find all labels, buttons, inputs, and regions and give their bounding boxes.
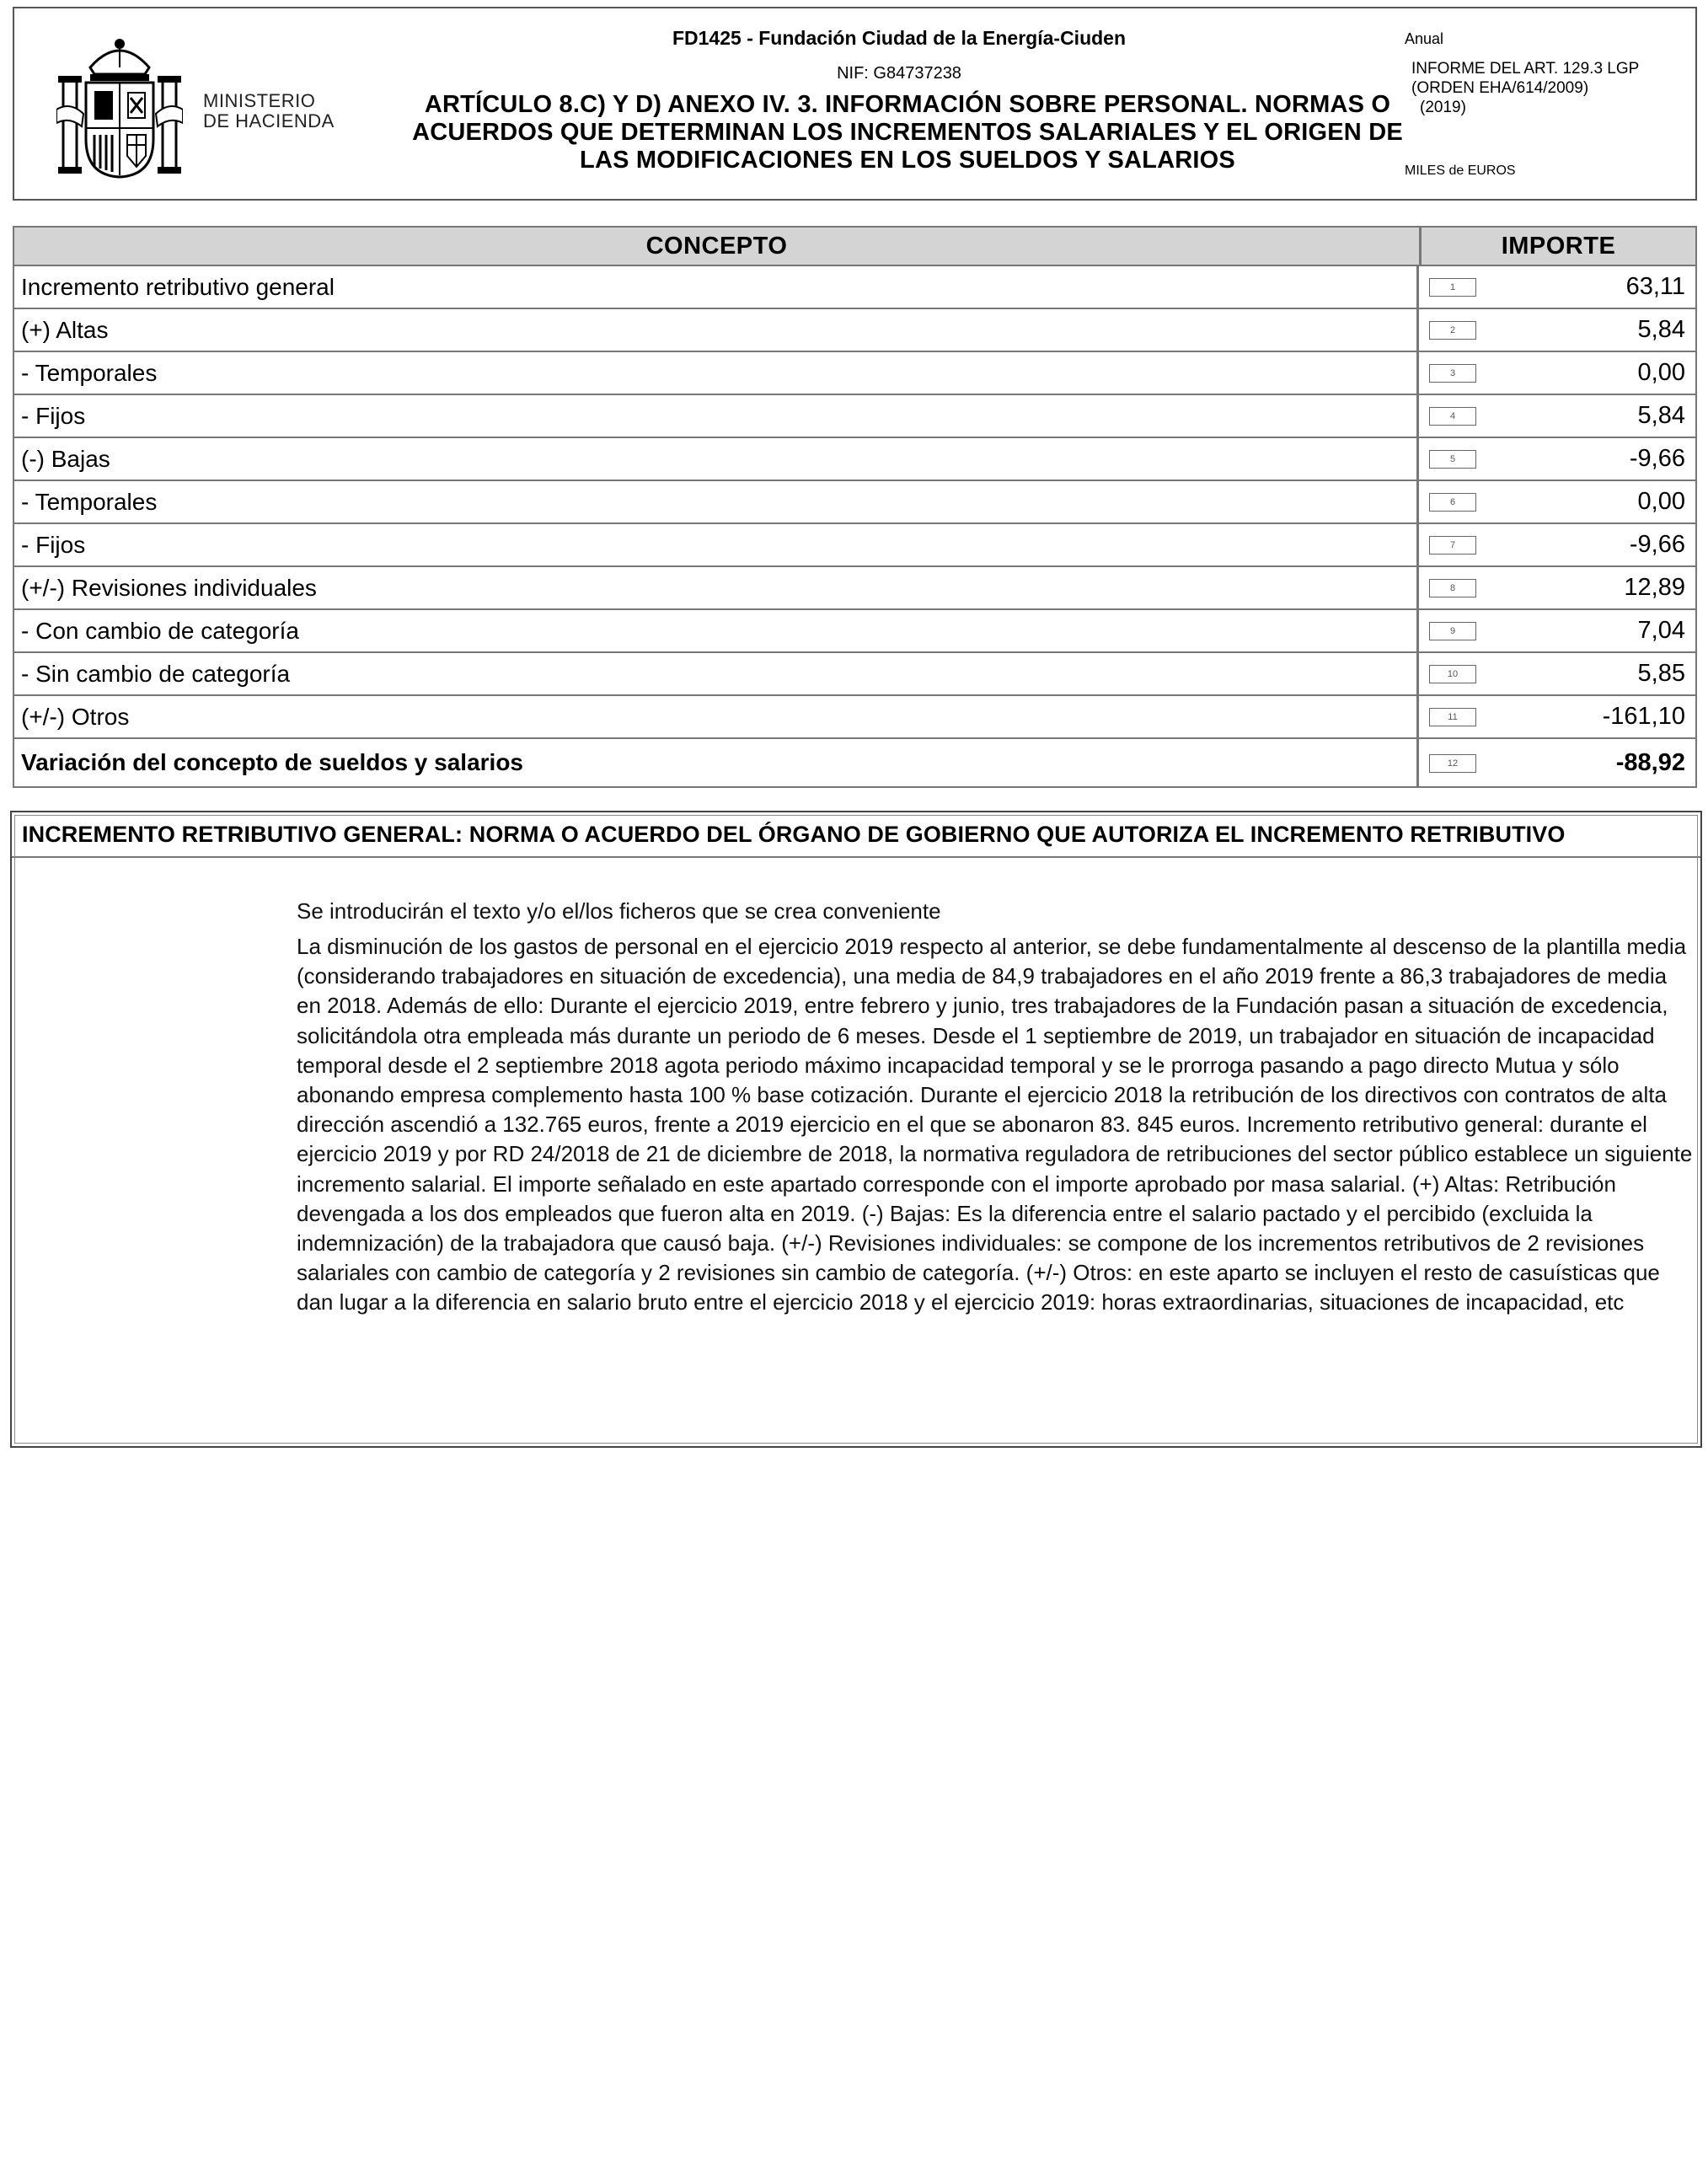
amount-value: 7,04: [1637, 617, 1685, 644]
table-row: [14, 395, 1695, 438]
line-number-box: 10: [1429, 665, 1476, 683]
notes-body: [297, 897, 1697, 1318]
amount-value: 12,89: [1624, 574, 1685, 601]
table-row: [14, 696, 1695, 739]
amount-value: 5,85: [1637, 660, 1685, 687]
notes-text: La disminución de los gastos de personal en el ejercicio 2019 respecto al anterior, se debe fundamentalmente al descenso de la plantilla media (considerando trabajadores en situación de excedencia), una media de 84,9 trabajadores en el año 2019 frente a 86,3 trabajadores de media en 2018. Además de ello: Durante el ejercicio 2019, entre febrero y junio, tres trabajadores de la Fundación pasan a situación de excedencia, solicitándola otra empleada más durante un periodo de 6 meses. Desde el 1 septiembre de 2019, un trabajador en situación de incapacidad temporal desde el 2 septiembre 2018 agota periodo máximo incapacidad temporal y se le prorroga pasando a pago directo Mutua y sólo abonando empresa complemento hasta 100 % base cotización. Durante el ejercicio 2018 la retribución de los directivos con contratos de alta dirección ascendió a 132.765 euros, frente a 2019 ejercicio en el que se abonaron 83. 845 euros. Incremento retributivo general: durante el ejercicio 2019 y por RD 24/2018 de 21 de diciembre de 2018, la normativa reguladora de retribuciones del sector público establece un siguiente incremento salarial. El importe señalado en este apartado corresponde con el importe aprobado por masa salarial. (+) Altas: Retribución devengada a los dos empleados que fueron alta en 2019. (-) Bajas: Es la diferencia entre el salario pactado y el percibido (excluida la indemnización) de la trabajadora que causó baja. (+/-) Revisiones individuales: se compone de los incrementos retributivos de 2 revisiones salariales con cambio de categoría y 2 revisiones sin cambio de categoría. (+/-) Otros: en este aparto se incluyen el resto de casuísticas que dan lugar a la diferencia en salario bruto entre el ejercicio 2018 y el ejercicio 2019: horas extraordinarias, situaciones de incapacidad, etc: [297, 934, 1693, 1315]
legal-reference: [1411, 59, 1698, 117]
amount-value: 5,84: [1637, 316, 1685, 343]
entity-name: FD1425 - Fundación Ciudad de la Energía-Ciuden: [672, 27, 1127, 49]
line-number-box: 1: [1429, 278, 1476, 297]
table-header: [14, 228, 1695, 266]
notes-section: [10, 811, 1702, 1448]
concept-label: (-) Bajas: [14, 438, 1419, 480]
table-row: [14, 567, 1695, 610]
report-header: [13, 7, 1697, 201]
amount-value: -88,92: [1615, 748, 1685, 776]
table-row: [14, 309, 1695, 352]
concept-label: (+/-) Revisiones individuales: [14, 567, 1419, 608]
concept-label: - Temporales: [14, 481, 1419, 522]
concept-label: - Temporales: [14, 352, 1419, 394]
amount-cell: [1419, 567, 1695, 608]
amount-value: 5,84: [1637, 402, 1685, 429]
salary-concepts-table: [13, 226, 1697, 788]
legal-reference-line-2: (ORDEN EHA/614/2009): [1411, 79, 1589, 97]
concept-label: - Sin cambio de categoría: [14, 653, 1419, 694]
line-number-box: 9: [1429, 622, 1476, 640]
amount-value: 0,00: [1637, 488, 1685, 515]
table-total-row: [14, 739, 1695, 786]
concept-label: - Fijos: [14, 524, 1419, 565]
coat-of-arms-logo: [56, 34, 183, 181]
amount-cell: [1419, 610, 1695, 651]
table-row: [14, 266, 1695, 309]
ministry-line-2: DE HACIENDA: [203, 110, 335, 131]
legal-reference-year: (2019): [1420, 99, 1466, 116]
column-header-concept: CONCEPTO: [14, 228, 1422, 265]
line-number-box: 5: [1429, 450, 1476, 469]
line-number-box: 3: [1429, 364, 1476, 383]
line-number-box: 6: [1429, 493, 1476, 512]
amount-cell: [1419, 481, 1695, 522]
notes-heading: INCREMENTO RETRIBUTIVO GENERAL: NORMA O ACUERDO DEL ÓRGANO DE GOBIERNO QUE AUTORIZA EL INCREMENTO RETRIBUTIVO: [12, 812, 1700, 858]
amount-cell: [1419, 696, 1695, 737]
entity-nif: NIF: G84737238: [837, 64, 961, 83]
table-row: [14, 352, 1695, 395]
concept-label: Incremento retributivo general: [14, 266, 1419, 308]
report-title-line-3: LAS MODIFICACIONES EN LOS SUELDOS Y SALARIOS: [580, 147, 1235, 174]
amount-cell: [1419, 352, 1695, 394]
units-label: MILES de EUROS: [1405, 163, 1516, 178]
table-row: [14, 481, 1695, 524]
report-title: [410, 91, 1405, 174]
line-number-box: 8: [1429, 579, 1476, 597]
line-number-box: 11: [1429, 708, 1476, 726]
table-row: [14, 653, 1695, 696]
concept-label: Variación del concepto de sueldos y salarios: [14, 739, 1419, 786]
table-body: [14, 266, 1695, 786]
amount-cell: [1419, 438, 1695, 480]
report-title-line-2: ACUERDOS QUE DETERMINAN LOS INCREMENTOS SALARIALES Y EL ORIGEN DE: [412, 119, 1403, 146]
table-row: [14, 610, 1695, 653]
concept-label: (+) Altas: [14, 309, 1419, 351]
amount-value: 0,00: [1637, 359, 1685, 386]
concept-label: - Fijos: [14, 395, 1419, 437]
column-header-amount: IMPORTE: [1501, 232, 1616, 260]
amount-cell: [1419, 739, 1695, 786]
amount-value: -9,66: [1629, 445, 1685, 472]
amount-value: -9,66: [1629, 531, 1685, 558]
concept-label: - Con cambio de categoría: [14, 610, 1419, 651]
ministry-line-1: MINISTERIO: [203, 90, 316, 111]
notes-intro: Se introducirán el texto y/o el/los ficheros que se crea conveniente: [297, 898, 941, 924]
table-row: [14, 438, 1695, 481]
line-number-box: 7: [1429, 536, 1476, 555]
amount-cell: [1419, 524, 1695, 565]
amount-cell: [1419, 653, 1695, 694]
report-title-line-1: ARTÍCULO 8.C) Y D) ANEXO IV. 3. INFORMACIÓN SOBRE PERSONAL. NORMAS O: [424, 91, 1391, 118]
periodicity-label: Anual: [1405, 30, 1444, 47]
ministry-name: [203, 91, 335, 131]
line-number-box: 2: [1429, 321, 1476, 340]
amount-cell: [1419, 266, 1695, 308]
table-row: [14, 524, 1695, 567]
amount-value: 63,11: [1625, 273, 1685, 300]
amount-cell: [1419, 309, 1695, 351]
line-number-box: 12: [1429, 754, 1476, 773]
amount-cell: [1419, 395, 1695, 437]
line-number-box: 4: [1429, 407, 1476, 426]
legal-reference-line-1: INFORME DEL ART. 129.3 LGP: [1411, 60, 1640, 78]
concept-label: (+/-) Otros: [14, 696, 1419, 737]
amount-value: -161,10: [1602, 703, 1685, 730]
